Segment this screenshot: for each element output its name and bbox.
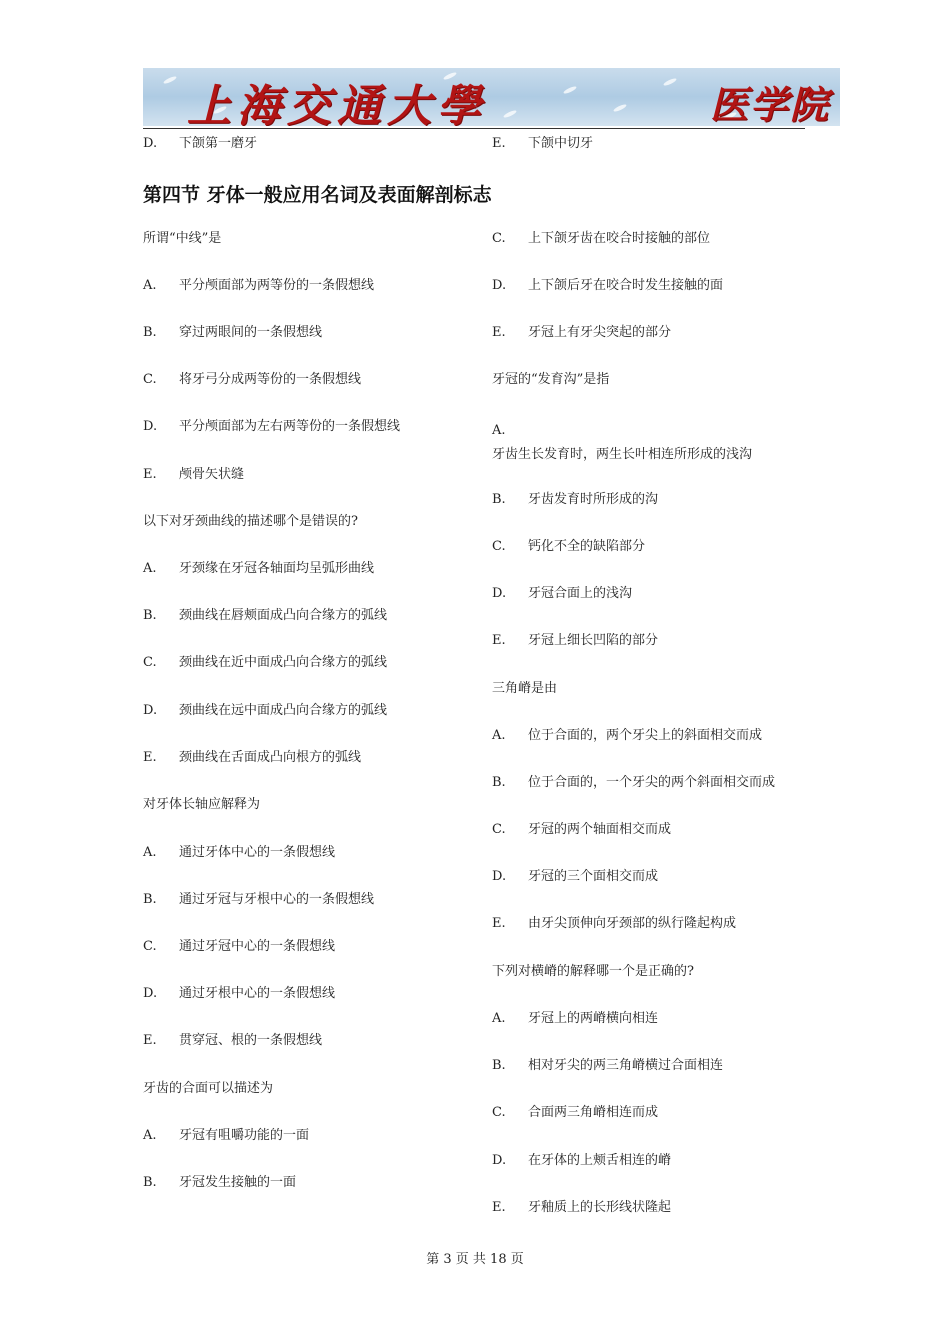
option: A. 牙冠上的两嵴横向相连	[492, 1011, 659, 1026]
option: A. 通过牙体中心的一条假想线	[143, 845, 336, 860]
option: E. 由牙尖顶伸向牙颈部的纵行隆起构成	[492, 916, 737, 931]
option: C. 通过牙冠中心的一条假想线	[143, 939, 336, 954]
option: A. 牙颈缘在牙冠各轴面均呈弧形曲线	[143, 561, 375, 576]
question-stem: 牙齿的合面可以描述为	[143, 1081, 274, 1096]
page-footer: 第 3 页 共 18 页	[426, 1252, 524, 1267]
option: B. 牙齿发育时所形成的沟	[492, 492, 659, 507]
option: D. 通过牙根中心的一条假想线	[143, 986, 336, 1001]
list-item: D. 下颌第一磨牙	[143, 136, 258, 151]
header-rule	[143, 128, 805, 129]
option: A. 平分颅面部为两等份的一条假想线	[143, 278, 375, 293]
question-stem: 牙冠的“发育沟”是指	[492, 372, 610, 387]
school-logo-text: 医学院	[709, 82, 830, 126]
option: C. 钙化不全的缺陷部分	[492, 539, 646, 554]
option: B. 相对牙尖的两三角嵴横过合面相连	[492, 1058, 724, 1073]
option: B. 位于合面的，一个牙尖的两个斜面相交而成	[492, 775, 776, 790]
option: E. 颈曲线在舌面成凸向根方的弧线	[143, 750, 362, 765]
option: D. 颈曲线在远中面成凸向合缘方的弧线	[143, 703, 388, 718]
option: B. 牙冠发生接触的一面	[143, 1175, 297, 1190]
option: D. 上下颌后牙在咬合时发生接触的面	[492, 278, 724, 293]
option: D. 在牙体的上颊舌相连的嵴	[492, 1153, 672, 1168]
question-stem: 所谓“中线”是	[143, 231, 222, 246]
option: E. 牙冠上细长凹陷的部分	[492, 633, 659, 648]
option: D. 牙冠的三个面相交而成	[492, 869, 659, 884]
option: B. 通过牙冠与牙根中心的一条假想线	[143, 892, 375, 907]
option: C. 上下颌牙齿在咬合时接触的部位	[492, 231, 711, 246]
option: C. 将牙弓分成两等份的一条假想线	[143, 372, 362, 387]
option: A. 牙冠有咀嚼功能的一面	[143, 1128, 310, 1143]
option: A. 位于合面的，两个牙尖上的斜面相交而成	[492, 728, 763, 743]
option: A.牙齿生长发育时，两生长叶相连所形成的浅沟	[492, 423, 753, 462]
option: B. 穿过两眼间的一条假想线	[143, 325, 323, 340]
option: C. 牙冠的两个轴面相交而成	[492, 822, 672, 837]
option: E. 颅骨矢状缝	[143, 467, 245, 482]
option: E. 牙釉质上的长形线状隆起	[492, 1200, 672, 1215]
question-stem: 三角嵴是由	[492, 681, 558, 696]
university-logo-text: 上海交通大學	[187, 81, 487, 126]
list-item: E. 下颌中切牙	[492, 136, 594, 151]
option: E. 贯穿冠、根的一条假想线	[143, 1033, 323, 1048]
option: C. 合面两三角嵴相连而成	[492, 1105, 659, 1120]
question-stem: 以下对牙颈曲线的描述哪个是错误的?	[143, 514, 358, 529]
question-stem: 下列对横嵴的解释哪一个是正确的?	[492, 964, 694, 979]
option: D. 牙冠合面上的浅沟	[492, 586, 633, 601]
option: D. 平分颅面部为左右两等份的一条假想线	[143, 419, 401, 434]
question-stem: 对牙体长轴应解释为	[143, 797, 261, 812]
section-title: 第四节 牙体一般应用名词及表面解剖标志	[143, 184, 492, 206]
option: E. 牙冠上有牙尖突起的部分	[492, 325, 672, 340]
option: B. 颈曲线在唇颊面成凸向合缘方的弧线	[143, 608, 388, 623]
header-banner	[143, 68, 840, 126]
option: C. 颈曲线在近中面成凸向合缘方的弧线	[143, 655, 388, 670]
